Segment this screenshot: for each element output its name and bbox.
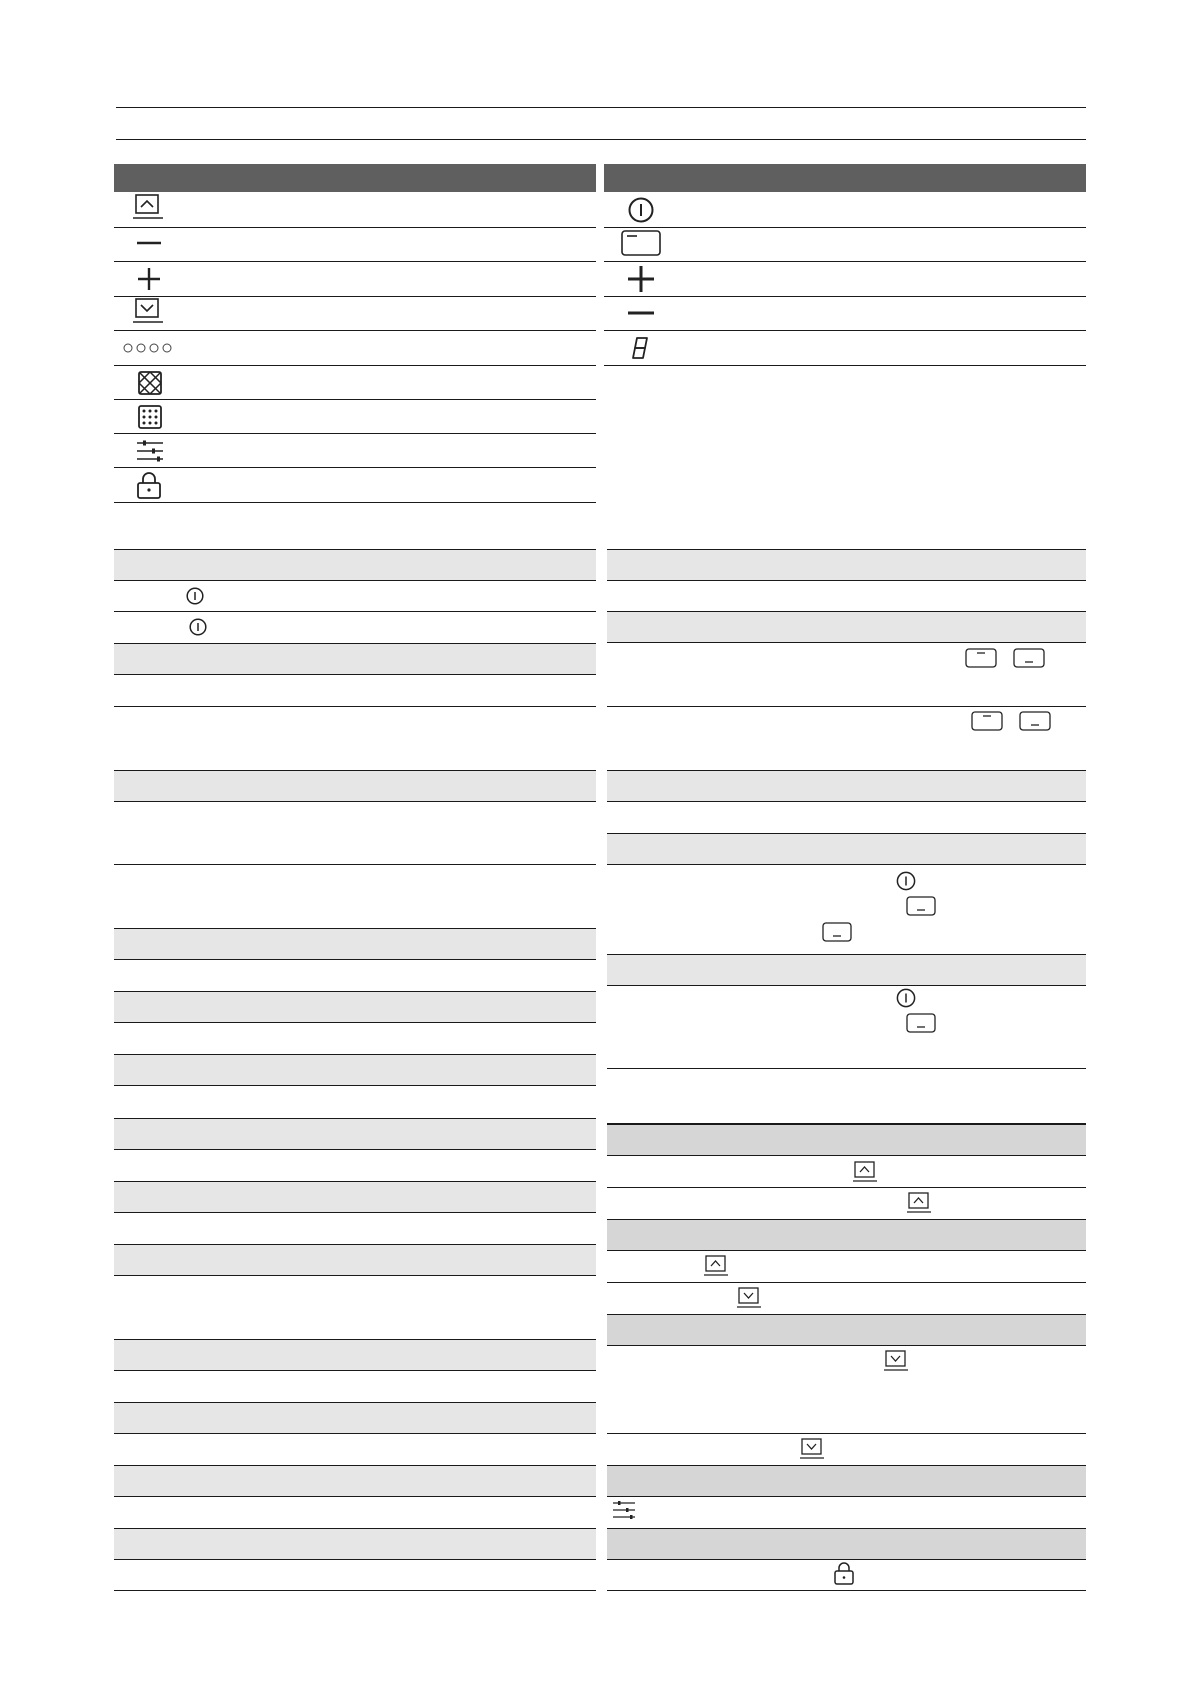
power-icon [189,618,207,636]
symbols-table-header [114,164,596,192]
section-band [114,1054,596,1085]
sliders-icon [613,1500,635,1520]
section-band-dark [607,1219,1086,1250]
row-divider [114,1275,596,1276]
row-divider [607,1250,1086,1251]
row-divider [114,502,596,503]
row-divider [114,1244,596,1245]
section-band [114,549,596,580]
section-band [114,928,596,959]
row-divider [604,365,1086,366]
row-divider [114,1528,596,1529]
row-divider [607,1123,1086,1125]
row-divider [604,261,1086,262]
row-divider [607,954,1086,955]
up-arrow-box-icon [907,1192,931,1214]
row-divider [607,1282,1086,1283]
section-band [607,833,1086,864]
row-divider [114,365,596,366]
row-divider [607,1219,1086,1220]
row-divider [607,1314,1086,1315]
row-divider [114,643,596,644]
down-arrow-box-icon [133,298,163,324]
row-divider [114,1085,596,1086]
up-arrow-box-icon [853,1161,877,1183]
power-icon [186,587,204,605]
row-divider [607,1433,1086,1434]
section-band [607,770,1086,801]
row-divider [607,1187,1086,1188]
row-divider [607,985,1086,986]
section-band [114,1402,596,1433]
row-divider [114,1118,596,1119]
row-divider [114,801,596,802]
section-band-dark [607,1465,1086,1496]
bottom-segment-button-icon [1013,648,1045,668]
top-rule [116,107,1086,108]
section-band [114,991,596,1022]
row-divider [114,1559,596,1560]
row-divider [114,1465,596,1466]
row-divider [607,706,1086,707]
section-band [607,954,1086,985]
section-band [607,611,1086,642]
section-band-dark [607,1124,1086,1155]
controls-table-header [604,164,1086,192]
plus-icon [138,268,160,290]
top-segment-button-icon [965,648,997,668]
section-band [114,1528,596,1559]
down-arrow-box-icon [800,1438,824,1460]
row-divider [114,770,596,771]
row-divider [114,433,596,434]
row-divider [114,1590,596,1591]
row-divider [114,580,596,581]
row-divider [114,1149,596,1150]
section-band [114,1244,596,1275]
row-divider [604,330,1086,331]
section-band [114,1181,596,1212]
row-divider [114,1402,596,1403]
crosshatch-grid-icon [138,371,162,395]
down-arrow-box-icon [884,1350,908,1372]
power-icon [628,197,654,223]
row-divider [607,642,1086,643]
minus-icon [137,241,161,245]
section-band [114,770,596,801]
row-divider [607,1559,1086,1560]
row-divider [607,801,1086,802]
section-band [114,1339,596,1370]
row-divider [114,1433,596,1434]
row-divider [114,959,596,960]
row-divider [114,1370,596,1371]
row-divider [607,1528,1086,1529]
row-divider [114,1496,596,1497]
row-divider [604,227,1086,228]
dotted-grid-icon [138,405,162,429]
row-divider [114,611,596,612]
bottom-segment-button-icon [906,896,936,916]
minus-icon [628,311,654,315]
row-divider [114,330,596,331]
section-band-dark [607,1528,1086,1559]
row-divider [607,549,1086,550]
bottom-segment-button-icon [822,922,852,942]
row-divider [114,261,596,262]
bottom-segment-button-icon [1019,711,1051,731]
row-divider [114,227,596,228]
row-divider [114,1022,596,1023]
row-divider [604,296,1086,297]
section-band [114,1118,596,1149]
row-divider [607,1590,1086,1591]
four-dots-indicator-icon [123,342,175,354]
row-divider [114,1212,596,1213]
seven-segment-digit-icon [633,336,649,360]
top-rule-2 [116,139,1086,140]
row-divider [114,1054,596,1055]
row-divider [114,1339,596,1340]
row-divider [607,1496,1086,1497]
row-divider [607,770,1086,771]
row-divider [114,928,596,929]
sliders-icon [137,439,163,463]
row-divider [114,1181,596,1182]
row-divider [607,1345,1086,1346]
power-icon [896,988,916,1008]
row-divider [114,991,596,992]
lock-icon [136,471,162,499]
up-arrow-box-icon [133,194,163,220]
row-divider [607,611,1086,612]
row-divider [607,1155,1086,1156]
top-segment-button-icon [971,711,1003,731]
row-divider [114,864,596,865]
section-band-dark [607,1314,1086,1345]
down-arrow-box-icon [737,1287,761,1309]
row-divider [114,706,596,707]
row-divider [607,1068,1086,1069]
row-divider [607,833,1086,834]
section-band [114,643,596,674]
up-arrow-box-icon [704,1255,728,1277]
row-divider [114,399,596,400]
power-icon [896,871,916,891]
row-divider [607,864,1086,865]
row-divider [607,580,1086,581]
row-divider [114,549,596,550]
top-segment-button-icon [621,230,661,256]
row-divider [114,296,596,297]
section-band [114,1465,596,1496]
row-divider [114,674,596,675]
bottom-segment-button-icon [906,1013,936,1033]
row-divider [607,1465,1086,1466]
plus-icon [628,266,654,292]
lock-icon [833,1561,855,1585]
row-divider [114,467,596,468]
section-band [607,549,1086,580]
